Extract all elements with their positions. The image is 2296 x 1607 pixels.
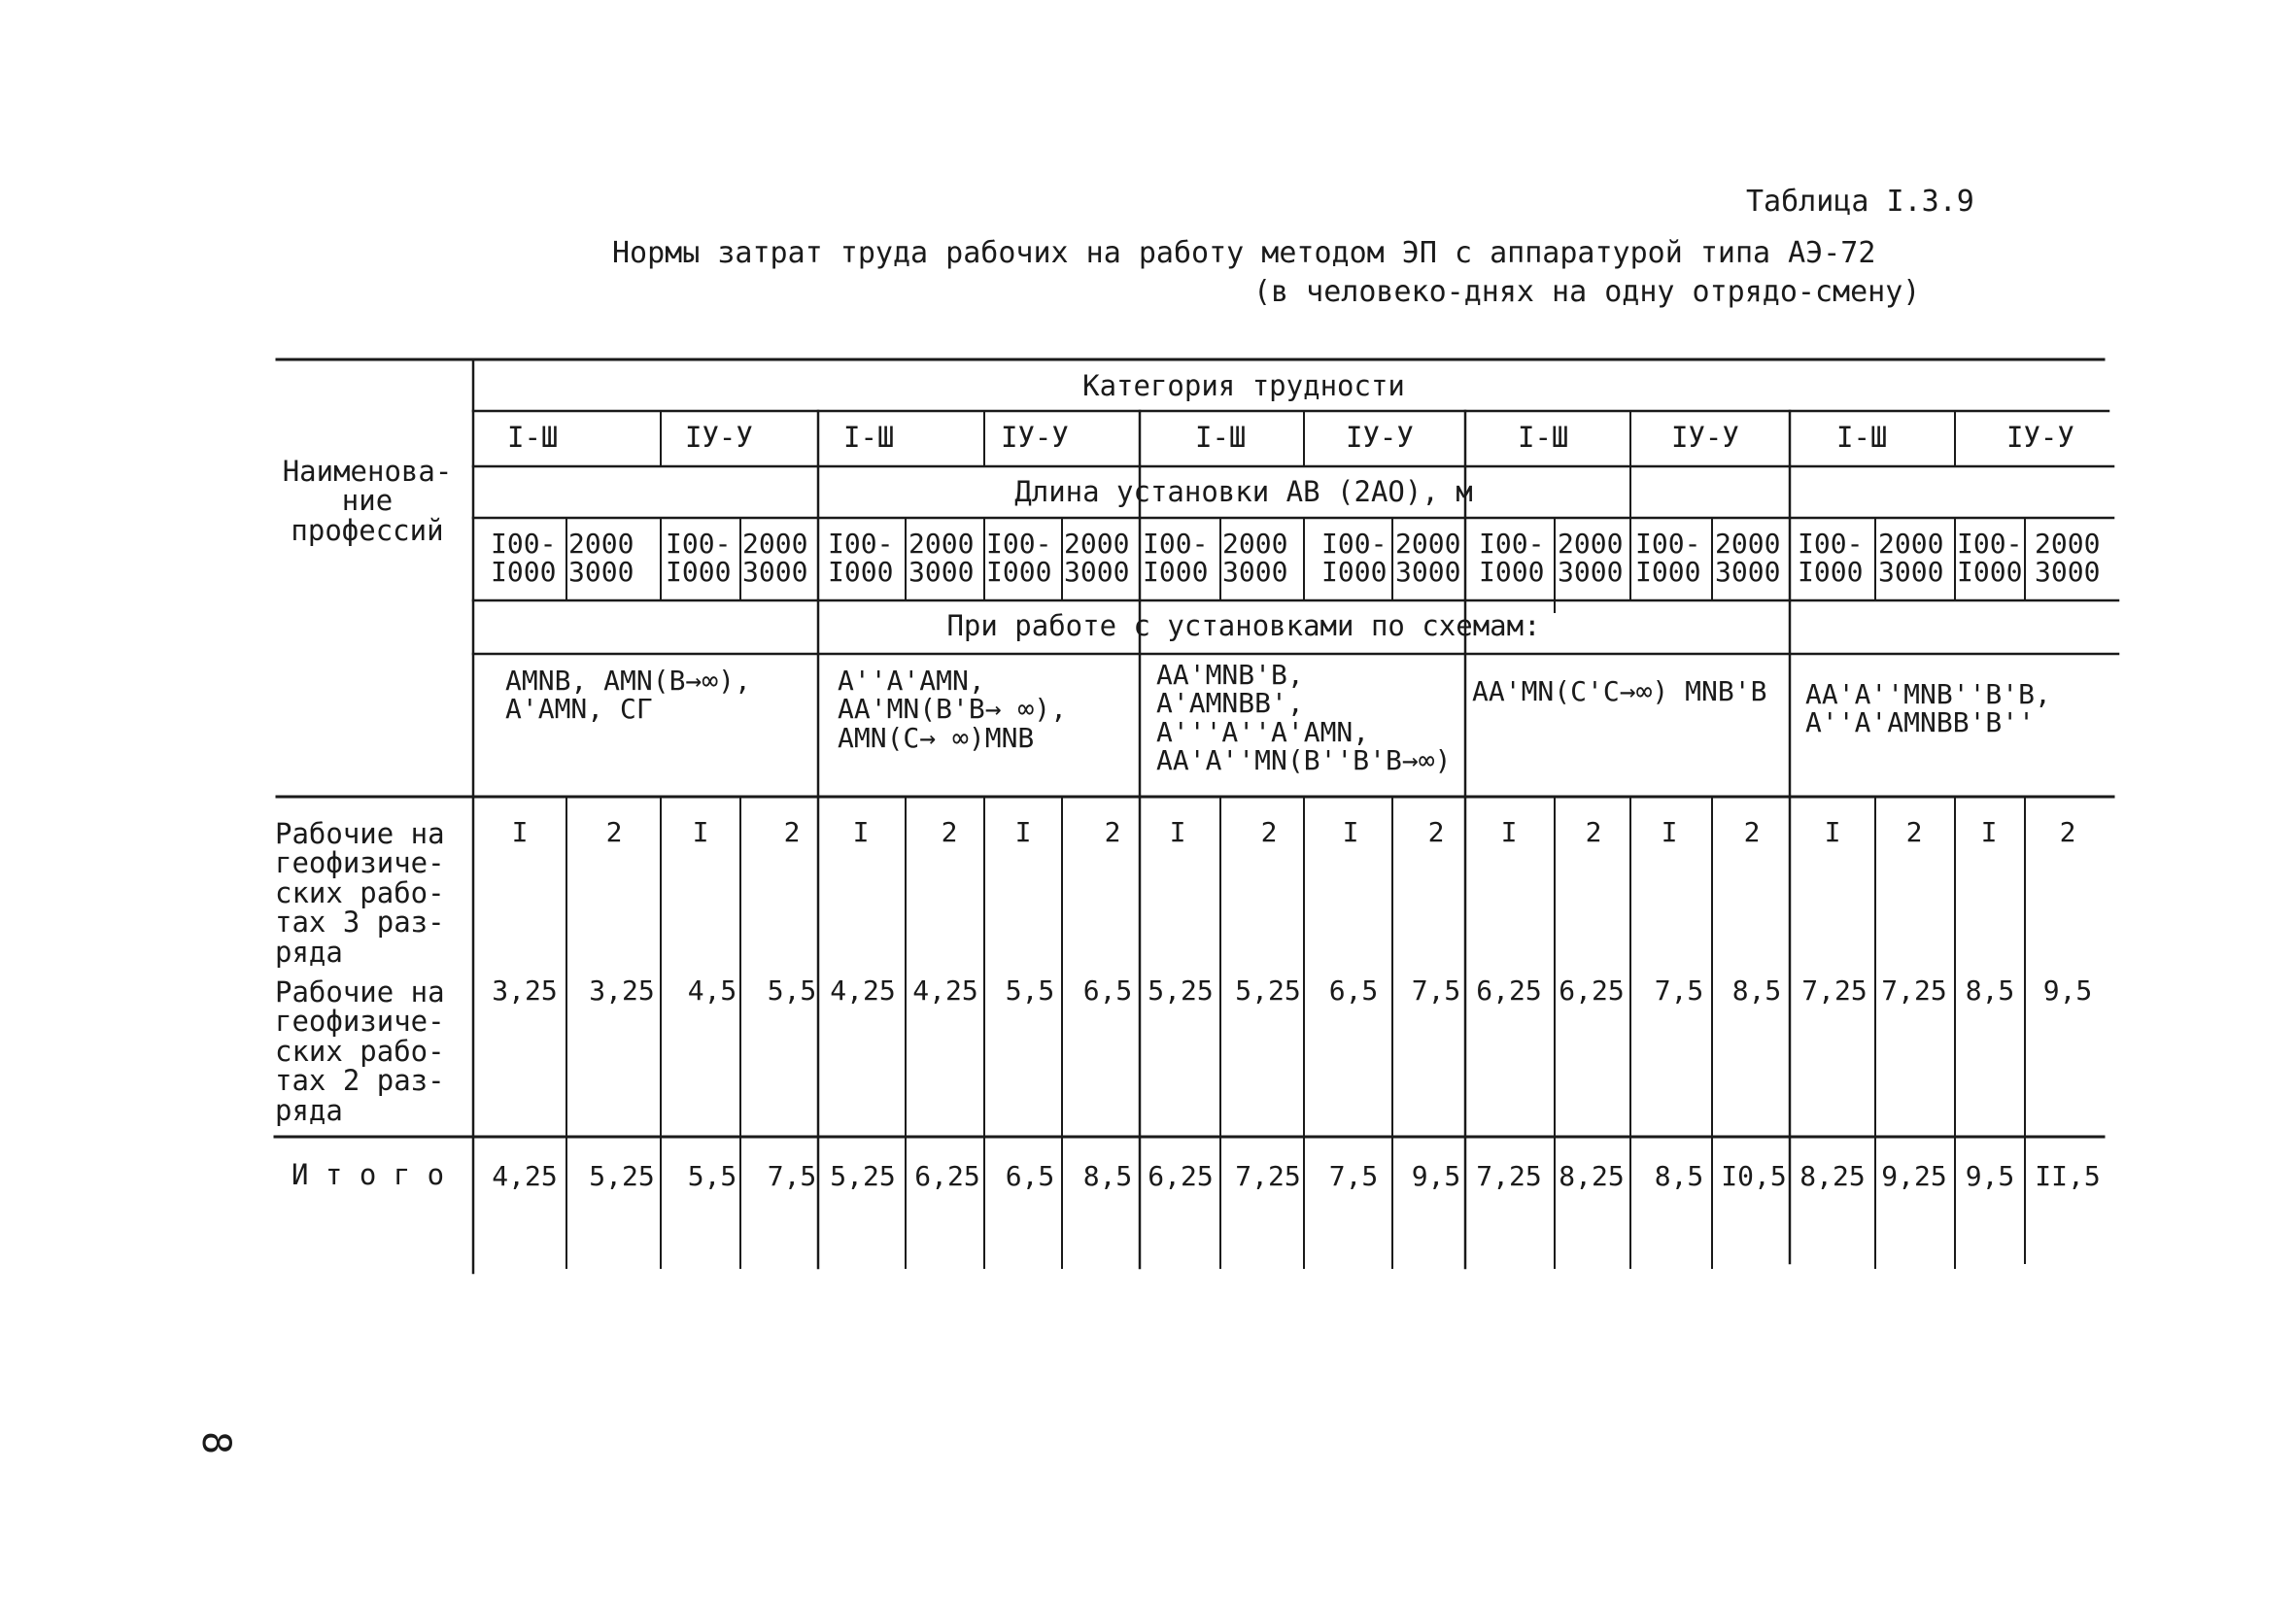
cell-value: 7,25 <box>1476 1160 1542 1192</box>
cell-value: 7,25 <box>1801 974 1868 1007</box>
row-label-total: И т о г о <box>291 1158 445 1191</box>
range-label: I00- I000 <box>828 528 894 589</box>
cell-value: I <box>511 816 529 848</box>
cell-value: 8,5 <box>1965 974 2015 1007</box>
cell-value: 9,5 <box>2042 974 2093 1007</box>
cell-value: 5,5 <box>767 974 817 1007</box>
cell-value: 5,5 <box>1005 974 1055 1007</box>
category-label: I-Ш <box>1836 421 1888 454</box>
cell-value: 7,5 <box>1411 974 1461 1007</box>
cell-value: 2 <box>1260 816 1278 848</box>
range-label: I00- I000 <box>1957 528 2023 589</box>
cell-value: 7,5 <box>767 1160 817 1192</box>
cell-value: I <box>1169 816 1186 848</box>
cell-value: 3,25 <box>589 974 655 1007</box>
cell-value: 4,5 <box>687 974 737 1007</box>
range-label: I00- I000 <box>1143 528 1209 589</box>
range-label: I00- I000 <box>491 528 557 589</box>
cell-value: 8,25 <box>1559 1160 1625 1192</box>
range-label: 2000 3000 <box>2035 528 2101 589</box>
cell-value: 2 <box>1427 816 1445 848</box>
scheme-group: А''А'АМN, АА'МN(В'В→ ∞), АМN(С→ ∞)МNВ <box>838 665 1068 754</box>
range-label: 2000 3000 <box>1715 528 1781 589</box>
cell-value: 5,25 <box>830 1160 896 1192</box>
range-label: 2000 3000 <box>1222 528 1288 589</box>
range-label: I00- I000 <box>986 528 1052 589</box>
range-label: I00- I000 <box>1798 528 1864 589</box>
range-label: 2000 3000 <box>1064 528 1130 589</box>
cell-value: 2 <box>783 816 801 848</box>
cell-value: 6,5 <box>1005 1160 1055 1192</box>
row-label-grade3: Рабочие на геофизиче- ских рабо- тах 3 раз- ряда <box>275 817 445 969</box>
cell-value: 5,5 <box>687 1160 737 1192</box>
range-label: 2000 3000 <box>1878 528 1944 589</box>
row-label-grade2: Рабочие на геофизиче- ских рабо- тах 2 раз- ряда <box>275 975 445 1127</box>
cell-value: 7,5 <box>1328 1160 1379 1192</box>
range-label: 2000 3000 <box>1558 528 1624 589</box>
page-number: 8 <box>193 1430 239 1455</box>
cell-value: 6,25 <box>914 1160 980 1192</box>
range-label: I00- I000 <box>1321 528 1388 589</box>
cell-value: 9,25 <box>1881 1160 1947 1192</box>
cell-value: 5,25 <box>589 1160 655 1192</box>
cell-value: I <box>1824 816 1841 848</box>
category-label: IУ-У <box>2006 421 2074 454</box>
cell-value: 2 <box>1743 816 1761 848</box>
cell-value: 8,5 <box>1731 974 1782 1007</box>
cell-value: 7,25 <box>1881 974 1947 1007</box>
category-label: IУ-У <box>1346 421 1414 454</box>
header-profession: Наименова- ние профессий <box>282 455 453 547</box>
category-label: IУ-У <box>685 421 753 454</box>
cell-value: 4,25 <box>830 974 896 1007</box>
scheme-group: АА'МNВ'В, А'АМNВВ', А'''А''А'АМN, АА'А''МN(В''В'В→∞) <box>1156 659 1452 777</box>
cell-value: I <box>1661 816 1678 848</box>
cell-value: 4,25 <box>912 974 978 1007</box>
cell-value: 7,5 <box>1654 974 1704 1007</box>
range-label: 2000 3000 <box>568 528 634 589</box>
cell-value: 2 <box>1905 816 1923 848</box>
range-label: I00- I000 <box>1479 528 1545 589</box>
cell-value: II,5 <box>2035 1160 2101 1192</box>
range-label: 2000 3000 <box>1395 528 1461 589</box>
cell-value: I <box>1980 816 1998 848</box>
cell-value: I0,5 <box>1721 1160 1787 1192</box>
scheme-group: АМNВ, АМN(В→∞), А'АМN, СГ <box>505 665 751 726</box>
cell-value: I <box>692 816 709 848</box>
cell-value: 8,5 <box>1082 1160 1133 1192</box>
cell-value: 2 <box>605 816 623 848</box>
cell-value: 4,25 <box>492 1160 558 1192</box>
cell-value: 2 <box>941 816 958 848</box>
table-subtitle: (в человеко-днях на одну отрядо-смену) <box>1253 275 1921 309</box>
cell-value: 6,5 <box>1328 974 1379 1007</box>
cell-value: 2 <box>1585 816 1602 848</box>
cell-value: I <box>1500 816 1518 848</box>
cell-value: I <box>1014 816 1032 848</box>
cell-value: 5,25 <box>1235 974 1301 1007</box>
cell-value: 8,25 <box>1799 1160 1866 1192</box>
scheme-group: АА'МN(С'С→∞) МNВ'В <box>1472 675 1767 707</box>
cell-value: 3,25 <box>492 974 558 1007</box>
header-schemes: При работе с установками по схемам: <box>946 609 1541 642</box>
header-category: Категория трудности <box>1082 369 1405 402</box>
cell-value: I <box>852 816 870 848</box>
category-label: I-Ш <box>1518 421 1569 454</box>
category-label: I-Ш <box>843 421 895 454</box>
cell-value: 6,25 <box>1148 1160 1214 1192</box>
cell-value: 2 <box>1104 816 1121 848</box>
range-label: I00- I000 <box>666 528 732 589</box>
cell-value: 5,25 <box>1148 974 1214 1007</box>
range-label: 2000 3000 <box>908 528 975 589</box>
category-label: IУ-У <box>1671 421 1739 454</box>
scheme-group: АА'А''МNВ''В'В, А''А'АМNВВ'В'' <box>1805 678 2051 739</box>
range-label: I00- I000 <box>1635 528 1701 589</box>
table-label: Таблица I.3.9 <box>1746 185 1974 219</box>
cell-value: I <box>1342 816 1359 848</box>
cell-value: 8,5 <box>1654 1160 1704 1192</box>
category-label: I-Ш <box>507 421 559 454</box>
header-length: Длина установки АВ (2АО), м <box>1014 475 1473 508</box>
cell-value: 6,25 <box>1476 974 1542 1007</box>
cell-value: 9,5 <box>1411 1160 1461 1192</box>
cell-value: 9,5 <box>1965 1160 2015 1192</box>
cell-value: 7,25 <box>1235 1160 1301 1192</box>
category-label: I-Ш <box>1195 421 1247 454</box>
cell-value: 6,5 <box>1082 974 1133 1007</box>
cell-value: 2 <box>2059 816 2076 848</box>
category-label: IУ-У <box>1001 421 1069 454</box>
table-title: Нормы затрат труда рабочих на работу методом ЭП с аппаратурой типа АЭ-72 <box>612 236 1876 270</box>
cell-value: 6,25 <box>1559 974 1625 1007</box>
range-label: 2000 3000 <box>742 528 808 589</box>
